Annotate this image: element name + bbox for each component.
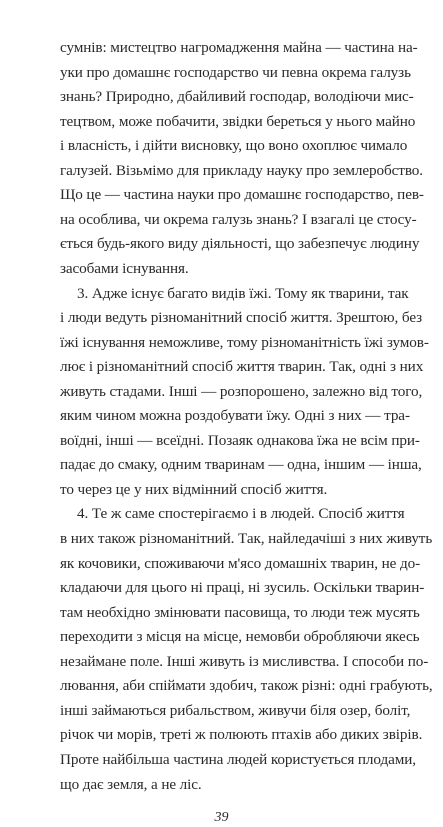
text-line: знань? Природно, дбайливий господар, володіючи мис-	[60, 88, 414, 106]
page-number: 39	[214, 810, 229, 826]
text-line: незаймане поле. Інші живуть із мисливства. І способи по-	[60, 652, 429, 670]
text-line: яким чином можна роздобувати їжу. Одні з них — тра-	[60, 407, 410, 425]
text-line: що дає земля, а не ліс.	[60, 775, 202, 793]
paragraph-first-line: 3. Адже існує багато видів їжі. Тому як тварини, так	[77, 284, 409, 302]
text-line: кладаючи для цього ні праці, ні зусиль. Оскільки тварин-	[60, 579, 425, 597]
text-line: воїдні, інші — всеїдні. Позаяк однакова їжа не всім при-	[60, 431, 420, 449]
text-line: Що це — частина науки про домашнє господарство, пев-	[60, 186, 424, 204]
text-line: сумнів: мистецтво нагромадження майна — частина на-	[60, 39, 418, 56]
text-line: Проте найбільша частина людей користується плодами,	[60, 750, 416, 768]
text-line: то через це у них відмінний спосіб життя.	[60, 480, 328, 498]
text-line: засобами існування.	[60, 259, 189, 277]
text-line: ється будь-якого виду діяльності, що забезпечує людину	[60, 235, 420, 253]
text-line: і власність, і дійти висновку, що воно охоплює чимало	[60, 137, 408, 155]
text-line: і люди ведуть різноманітний спосіб життя. Зрештою, без	[60, 309, 423, 327]
text-line: переходити з місця на місце, немовби обробляючи якесь	[60, 628, 420, 646]
paragraph-first-line: 4. Те ж саме спостерігаємо і в людей. Спосіб життя	[77, 505, 405, 523]
text-line: лює і різноманітний спосіб життя тварин. Так, одні з них	[60, 358, 424, 376]
text-line: на особлива, чи окрема галузь знань? І взагалі це стосу-	[60, 210, 417, 228]
text-line: лювання, аби спіймати здобич, також різні: одні грабують,	[60, 677, 433, 695]
text-line: галузей. Візьмімо для прикладу науку про землеробство.	[60, 161, 423, 179]
text-line: там необхідно змінювати пасовища, то люди теж мусять	[60, 603, 420, 621]
text-line: річок чи морів, треті ж полюють птахів або диких звірів.	[60, 726, 423, 744]
text-line: уки про домашнє господарство чи певна окрема галузь	[60, 63, 411, 81]
text-line: тецтвом, може побачити, звідки береться у нього майно	[60, 112, 416, 130]
text-line: як кочовики, споживаючи м'ясо домашніх тварин, не до-	[60, 554, 421, 572]
text-line: падає до смаку, одним тваринам — одна, іншим — інша,	[60, 456, 422, 474]
text-line: їжі існування неможливе, тому різноманітність їжі зумов-	[60, 333, 429, 351]
text-line: інші займаються рибальством, живучи біля озер, боліт,	[60, 701, 411, 719]
text-line: в них також різноманітний. Так, найледачіші з них живуть	[60, 530, 433, 547]
text-line: живуть стадами. Інші — розпорошено, залежно від того,	[60, 382, 423, 400]
